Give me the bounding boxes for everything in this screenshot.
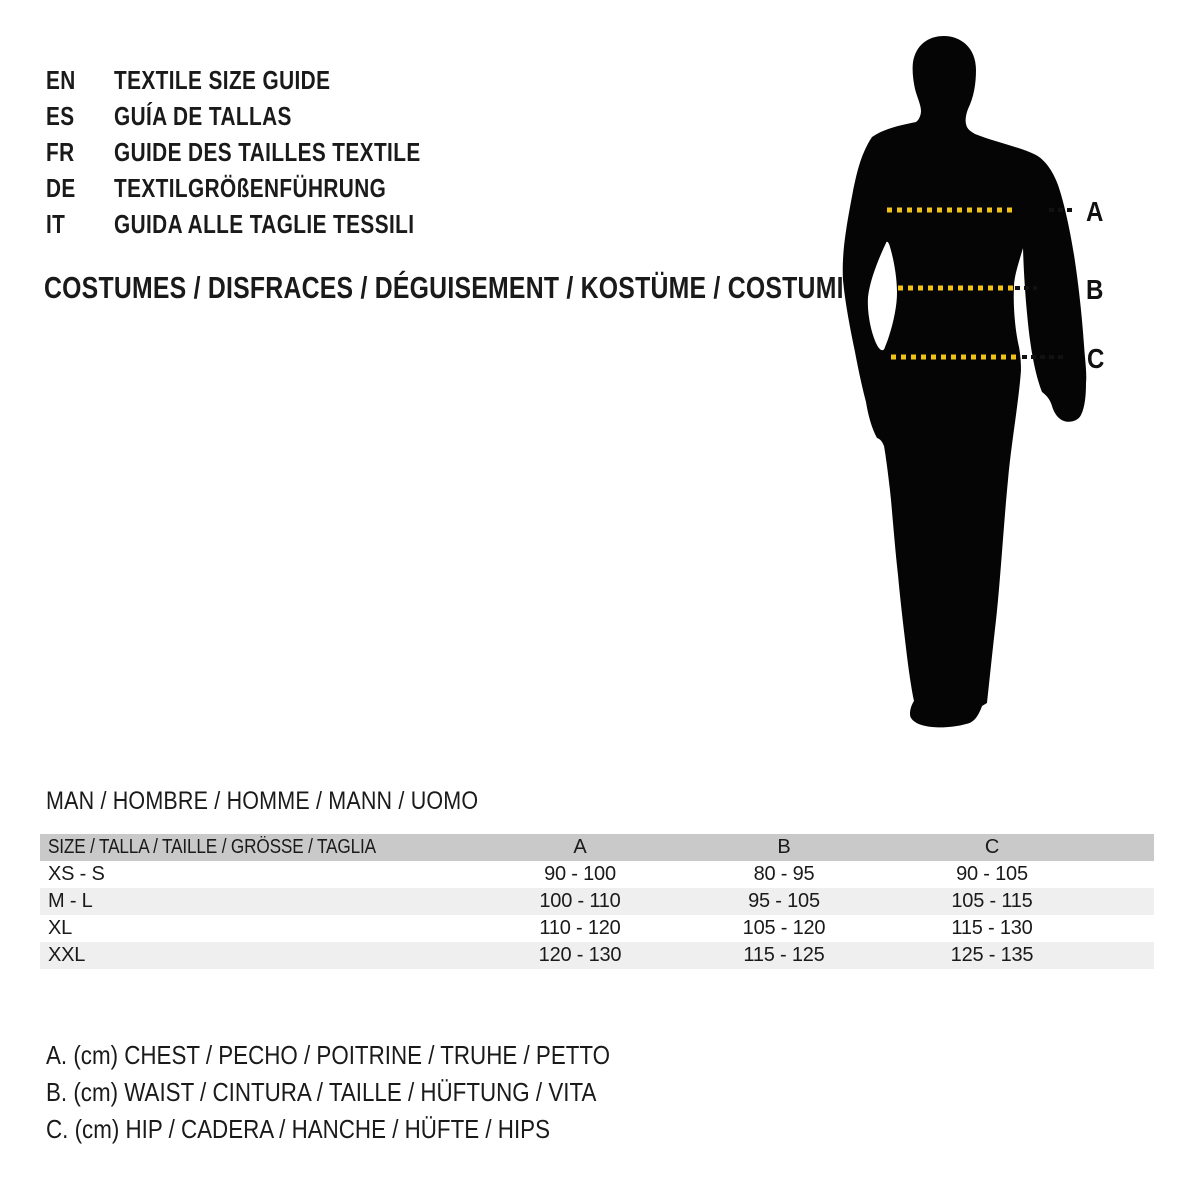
lang-code: EN [46, 64, 76, 95]
measure-label-a: A [1086, 196, 1104, 227]
measure-label-c: C [1087, 343, 1105, 374]
table-row-m-l [40, 888, 1154, 915]
size-table [40, 834, 1154, 969]
waist-cell: 80 - 95 [753, 863, 815, 885]
chest-cell: 90 - 100 [544, 863, 616, 885]
measurement-legend [46, 1037, 702, 1148]
lang-code: ES [46, 100, 75, 131]
measure-label-b: B [1086, 274, 1104, 305]
lang-title: TEXTILE SIZE GUIDE [114, 64, 331, 95]
table-row-xxl [40, 942, 1154, 969]
man-silhouette-figure [840, 25, 1100, 765]
section-title-man: MAN / HOMBRE / HOMME / MANN / UOMO [46, 787, 479, 815]
lang-row-fr [46, 134, 497, 170]
size-cell: XL [48, 917, 73, 939]
category-heading: COSTUMES / DISFRACES / DÉGUISEMENT / KOSTÜME / COSTUMI [44, 270, 844, 305]
lang-row-it [46, 206, 497, 242]
lang-title: TEXTILGRÖßENFÜHRUNG [114, 172, 387, 203]
lang-code: IT [46, 208, 66, 239]
waist-cell: 95 - 105 [748, 890, 820, 912]
lang-row-es [46, 98, 497, 134]
table-row-xl [40, 915, 1154, 942]
legend-chest: A. (cm) CHEST / PECHO / POITRINE / TRUHE / PETTO [46, 1040, 611, 1070]
chest-cell: 100 - 110 [539, 890, 621, 912]
col-header-c: C [984, 836, 1000, 858]
hip-cell: 125 - 135 [950, 944, 1034, 966]
col-header-a: A [573, 836, 587, 858]
lang-title: GUIDE DES TAILLES TEXTILE [114, 136, 421, 167]
legend-hip: C. (cm) HIP / CADERA / HANCHE / HÜFTE / HIPS [46, 1114, 550, 1144]
chest-cell: 120 - 130 [538, 944, 622, 966]
lang-title: GUIDA ALLE TAGLIE TESSILI [114, 208, 415, 239]
col-header-b: B [777, 836, 791, 858]
size-cell: XXL [48, 944, 86, 966]
legend-waist: B. (cm) WAIST / CINTURA / TAILLE / HÜFTUNG / VITA [46, 1077, 597, 1107]
lang-row-de [46, 170, 497, 206]
language-title-block [46, 62, 497, 242]
hip-cell: 90 - 105 [956, 863, 1028, 885]
size-table-header-row [40, 834, 1154, 861]
table-row-xs-s [40, 861, 1154, 888]
lang-code: DE [46, 172, 76, 203]
lang-title: GUÍA DE TALLAS [114, 100, 292, 131]
waist-cell: 105 - 120 [742, 917, 826, 939]
hip-cell: 115 - 130 [951, 917, 1033, 939]
lang-code: FR [46, 136, 75, 167]
hip-cell: 105 - 115 [951, 890, 1033, 912]
size-cell: M - L [48, 890, 93, 912]
man-silhouette-path [843, 36, 1087, 727]
lang-row-en [46, 62, 497, 98]
chest-cell: 110 - 120 [539, 917, 621, 939]
size-cell: XS - S [48, 863, 105, 885]
col-header-size: SIZE / TALLA / TAILLE / GRÖSSE / TAGLIA [48, 836, 376, 858]
waist-cell: 115 - 125 [743, 944, 825, 966]
man-silhouette-svg [840, 25, 1100, 765]
